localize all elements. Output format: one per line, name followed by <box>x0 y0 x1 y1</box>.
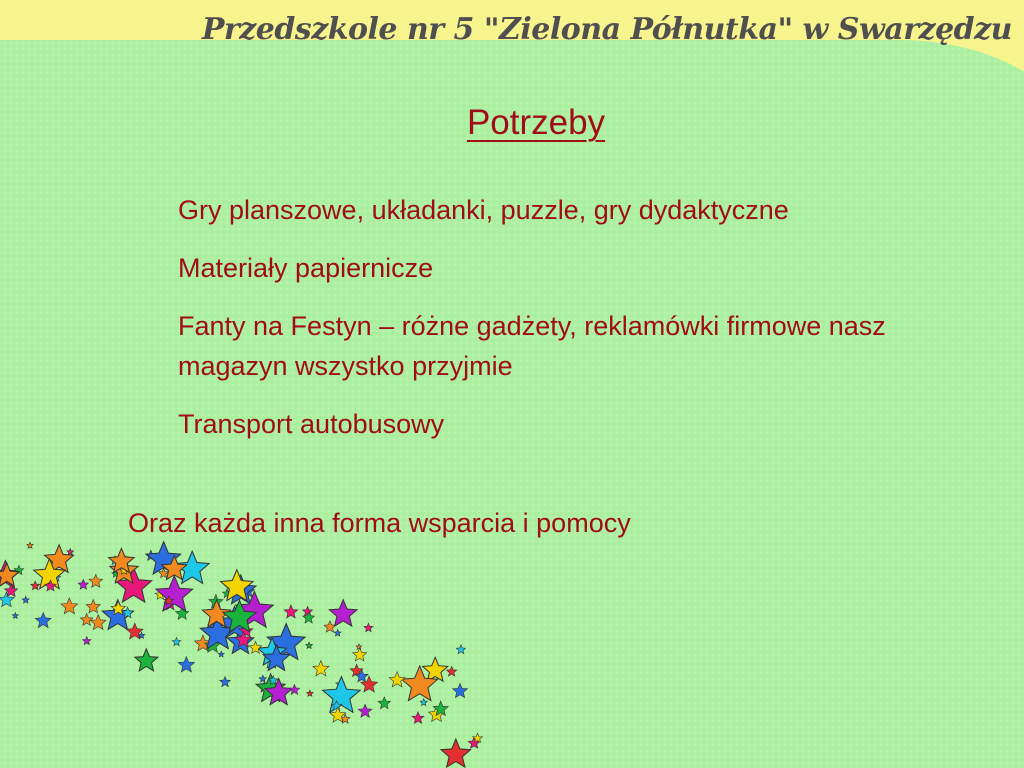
star-icon <box>353 648 367 661</box>
star-icon <box>306 642 313 648</box>
star-icon <box>412 712 424 724</box>
needs-item-games: Gry planszowe, układanki, puzzle, gry dydaktyczne <box>178 195 789 225</box>
star-icon <box>453 683 468 697</box>
star-icon <box>356 644 362 650</box>
star-icon <box>31 581 40 590</box>
star-icon <box>78 579 88 589</box>
star-icon <box>259 675 266 682</box>
star-icon <box>378 697 390 709</box>
star-icon <box>218 651 224 657</box>
needs-list <box>178 190 898 462</box>
star-icon <box>220 677 231 687</box>
star-icon <box>61 598 78 614</box>
star-icon <box>12 613 18 619</box>
needs-item-bus-transport: Transport autobusowy <box>178 409 445 439</box>
star-icon <box>67 549 74 555</box>
star-icon <box>249 641 261 653</box>
star-icon <box>83 637 91 645</box>
star-icon <box>156 576 193 611</box>
star-icon <box>289 685 299 695</box>
star-icon <box>456 645 465 654</box>
star-icon <box>358 704 372 717</box>
star-icon <box>172 638 181 646</box>
star-icon <box>135 649 158 671</box>
star-icon <box>35 613 51 628</box>
star-icon <box>307 690 314 696</box>
star-icon <box>441 739 471 767</box>
star-icon <box>329 600 357 626</box>
star-icon <box>313 661 329 676</box>
star-icon <box>80 614 92 626</box>
star-icon <box>420 699 427 706</box>
star-icon <box>389 672 405 687</box>
school-name-header: Przedszkole nr 5 "Zielona Półnutka" w Swarzędzu <box>201 12 1012 47</box>
star-icon <box>303 612 315 623</box>
star-icon <box>284 605 298 618</box>
star-icon <box>423 657 448 681</box>
star-icon <box>447 666 457 676</box>
star-icon <box>178 657 194 672</box>
star-icon <box>323 677 361 713</box>
star-icon <box>27 542 33 548</box>
star-icon <box>89 575 102 588</box>
closing-line: Oraz każda inna forma wsparcia i pomocy <box>128 508 631 538</box>
star-icon <box>334 630 341 637</box>
star-icon <box>86 600 100 613</box>
star-icon <box>90 615 106 630</box>
star-icon <box>22 596 29 603</box>
star-icon <box>364 623 373 632</box>
slide-title: Potrzeby <box>466 103 606 142</box>
needs-item-stationery: Materiały papiernicze <box>178 253 434 283</box>
needs-item-festival-prizes: Fanty na Festyn – różne gadżety, reklamówki firmowe nasz magazyn wszystko przyjmie <box>178 311 886 381</box>
star-cluster-icon <box>0 540 520 768</box>
